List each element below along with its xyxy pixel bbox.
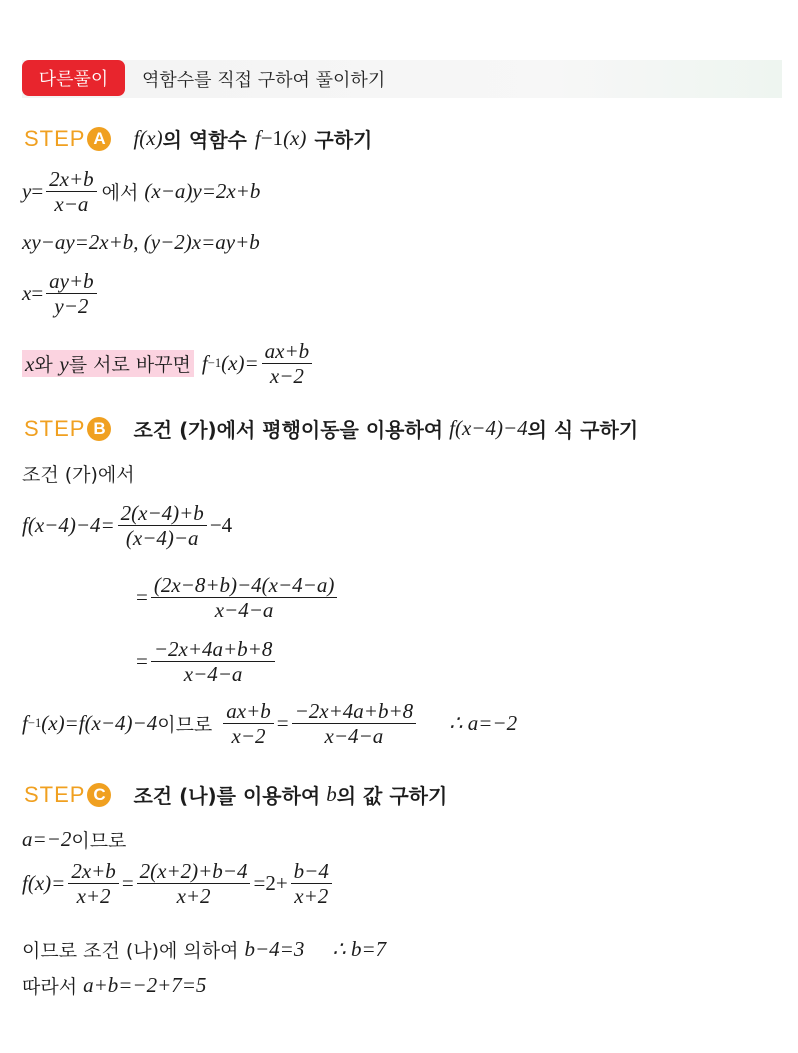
- step-b-title-text1: 조건 (가)에서 평행이동을 이용하여: [133, 418, 444, 442]
- step-c-title-text1: 조건 (나)를 이용하여: [133, 784, 321, 808]
- math-sup: −1: [207, 356, 222, 371]
- step-a-line-2: [22, 230, 260, 255]
- math-eq: =: [121, 871, 134, 896]
- step-b-line-2: [22, 502, 232, 549]
- math-tail: −4: [209, 513, 233, 538]
- text-wa: 와: [34, 354, 53, 377]
- fraction-numerator: ax+b: [262, 340, 313, 364]
- step-a-heading: [24, 124, 372, 153]
- fraction-numerator: −2x+4a+b+8: [151, 638, 276, 662]
- math-a-value: a=−2: [22, 827, 72, 851]
- text-ttaraseo: 따라서: [22, 976, 78, 998]
- step-b-word: STEP: [24, 415, 86, 441]
- fraction-denominator: x−a: [54, 192, 89, 217]
- step-b-title: [133, 414, 638, 443]
- step-a-word: STEP: [24, 125, 86, 151]
- math-eq: =2+: [253, 871, 288, 896]
- step-a-title: [133, 124, 372, 153]
- math-expression: xy−ay=2x+b, (y−2)x=ay+b: [22, 230, 260, 254]
- fraction: [46, 168, 97, 215]
- step-b-title-text2: 의 식 구하기: [527, 418, 639, 442]
- highlighted-phrase: [22, 350, 194, 377]
- fraction-numerator: b−4: [291, 860, 332, 884]
- fraction: [223, 700, 274, 747]
- fraction: [46, 270, 97, 317]
- fraction-numerator: 2x+b: [68, 860, 119, 884]
- math-expression: (x−a)y=2x+b: [144, 179, 261, 204]
- math-f: f: [22, 711, 28, 736]
- step-c-line-1: [22, 826, 126, 853]
- step-a-title-f: f: [254, 126, 261, 150]
- step-b-line-1: 조건 (가)에서: [22, 464, 135, 486]
- answer-b: ∴ b=7: [332, 937, 387, 961]
- step-a-title-text2: 구하기: [314, 128, 373, 152]
- fraction: [118, 502, 207, 549]
- step-a-letter-icon: A: [87, 127, 111, 151]
- text-swap: 를 서로 바꾸면: [68, 354, 191, 377]
- step-a-title-text1: 의 역함수: [162, 128, 247, 152]
- answer-a: ∴ a=−2: [449, 711, 518, 736]
- fraction-numerator: ax+b: [223, 700, 274, 724]
- math-lhs: f(x)=: [22, 871, 66, 896]
- fraction-numerator: −2x+4a+b+8: [292, 700, 417, 724]
- step-b-letter-icon: B: [87, 417, 111, 441]
- math-eq: =: [31, 281, 44, 306]
- step-c-line-3: [22, 936, 386, 963]
- fraction-numerator: ay+b: [46, 270, 97, 294]
- final-answer: a+b=−2+7=5: [83, 973, 207, 997]
- text-condition: 이므로 조건 (나)에 의하여: [22, 940, 239, 962]
- fraction-denominator: x+2: [176, 884, 211, 909]
- step-c-title: [133, 780, 447, 809]
- math-eq: =: [31, 179, 44, 204]
- math-mid: (x)=f(x−4)−4: [41, 711, 158, 736]
- text-imeuro: 이므로: [157, 714, 213, 737]
- step-b-heading: [24, 414, 638, 443]
- header-title: 역함수를 직접 구하여 풀이하기: [142, 70, 386, 91]
- fraction-numerator: 2(x−4)+b: [118, 502, 207, 526]
- step-c-title-math: b: [326, 782, 337, 806]
- step-c-heading: [24, 780, 447, 809]
- math-eq: =: [136, 585, 148, 610]
- text-imeuro: 이므로: [71, 830, 127, 852]
- fraction-numerator: (2x−8+b)−4(x−4−a): [151, 574, 337, 598]
- step-a-line-3: [22, 270, 100, 317]
- math-arg: (x)=: [221, 351, 259, 376]
- step-b-line-3: [136, 574, 340, 621]
- fraction: [151, 638, 276, 685]
- step-b-title-math: f(x−4)−4: [449, 416, 528, 440]
- math-equation: b−4=3: [244, 937, 305, 961]
- math-y: y: [59, 352, 69, 377]
- step-b-line-5: [22, 700, 517, 747]
- text-eseo: 에서: [101, 182, 139, 205]
- fraction: [292, 700, 417, 747]
- math-x: x: [22, 281, 32, 306]
- step-a-title-fx: f(x): [133, 126, 163, 150]
- fraction-denominator: x−4−a: [183, 662, 243, 687]
- fraction-denominator: x−4−a: [214, 598, 274, 623]
- fraction: [151, 574, 337, 621]
- step-a-line-4: [22, 340, 315, 387]
- fraction-denominator: x−2: [269, 364, 304, 389]
- math-f: f: [201, 351, 208, 376]
- step-c-line-4: [22, 972, 206, 999]
- fraction-denominator: x−2: [231, 724, 266, 749]
- math-lhs: f(x−4)−4=: [22, 513, 115, 538]
- fraction-denominator: x−4−a: [324, 724, 384, 749]
- step-a-title-arg: (x): [283, 126, 307, 150]
- step-c-letter-icon: C: [87, 783, 111, 807]
- step-a-line-1: [22, 168, 260, 215]
- math-x: x: [25, 352, 35, 377]
- fraction-numerator: 2(x+2)+b−4: [137, 860, 251, 884]
- math-eq: =: [276, 711, 289, 736]
- fraction: [68, 860, 119, 907]
- header-bar: [22, 60, 782, 98]
- step-b-line-4: [136, 638, 278, 685]
- math-eq: =: [136, 649, 148, 674]
- fraction: [262, 340, 313, 387]
- math-sup: −1: [27, 716, 42, 731]
- fraction-denominator: x+2: [76, 884, 111, 909]
- fraction-denominator: y−2: [54, 294, 89, 319]
- step-c-word: STEP: [24, 781, 86, 807]
- alt-solution-badge: 다른풀이: [22, 60, 125, 96]
- fraction-denominator: x+2: [294, 884, 329, 909]
- fraction-denominator: (x−4)−a: [125, 526, 199, 551]
- fraction: [137, 860, 251, 907]
- step-c-title-text2: 의 값 구하기: [336, 784, 448, 808]
- step-c-line-2: [22, 860, 335, 907]
- fraction-numerator: 2x+b: [46, 168, 97, 192]
- step-a-title-sup: −1: [260, 126, 284, 150]
- fraction: [291, 860, 332, 907]
- math-y: y: [22, 179, 32, 204]
